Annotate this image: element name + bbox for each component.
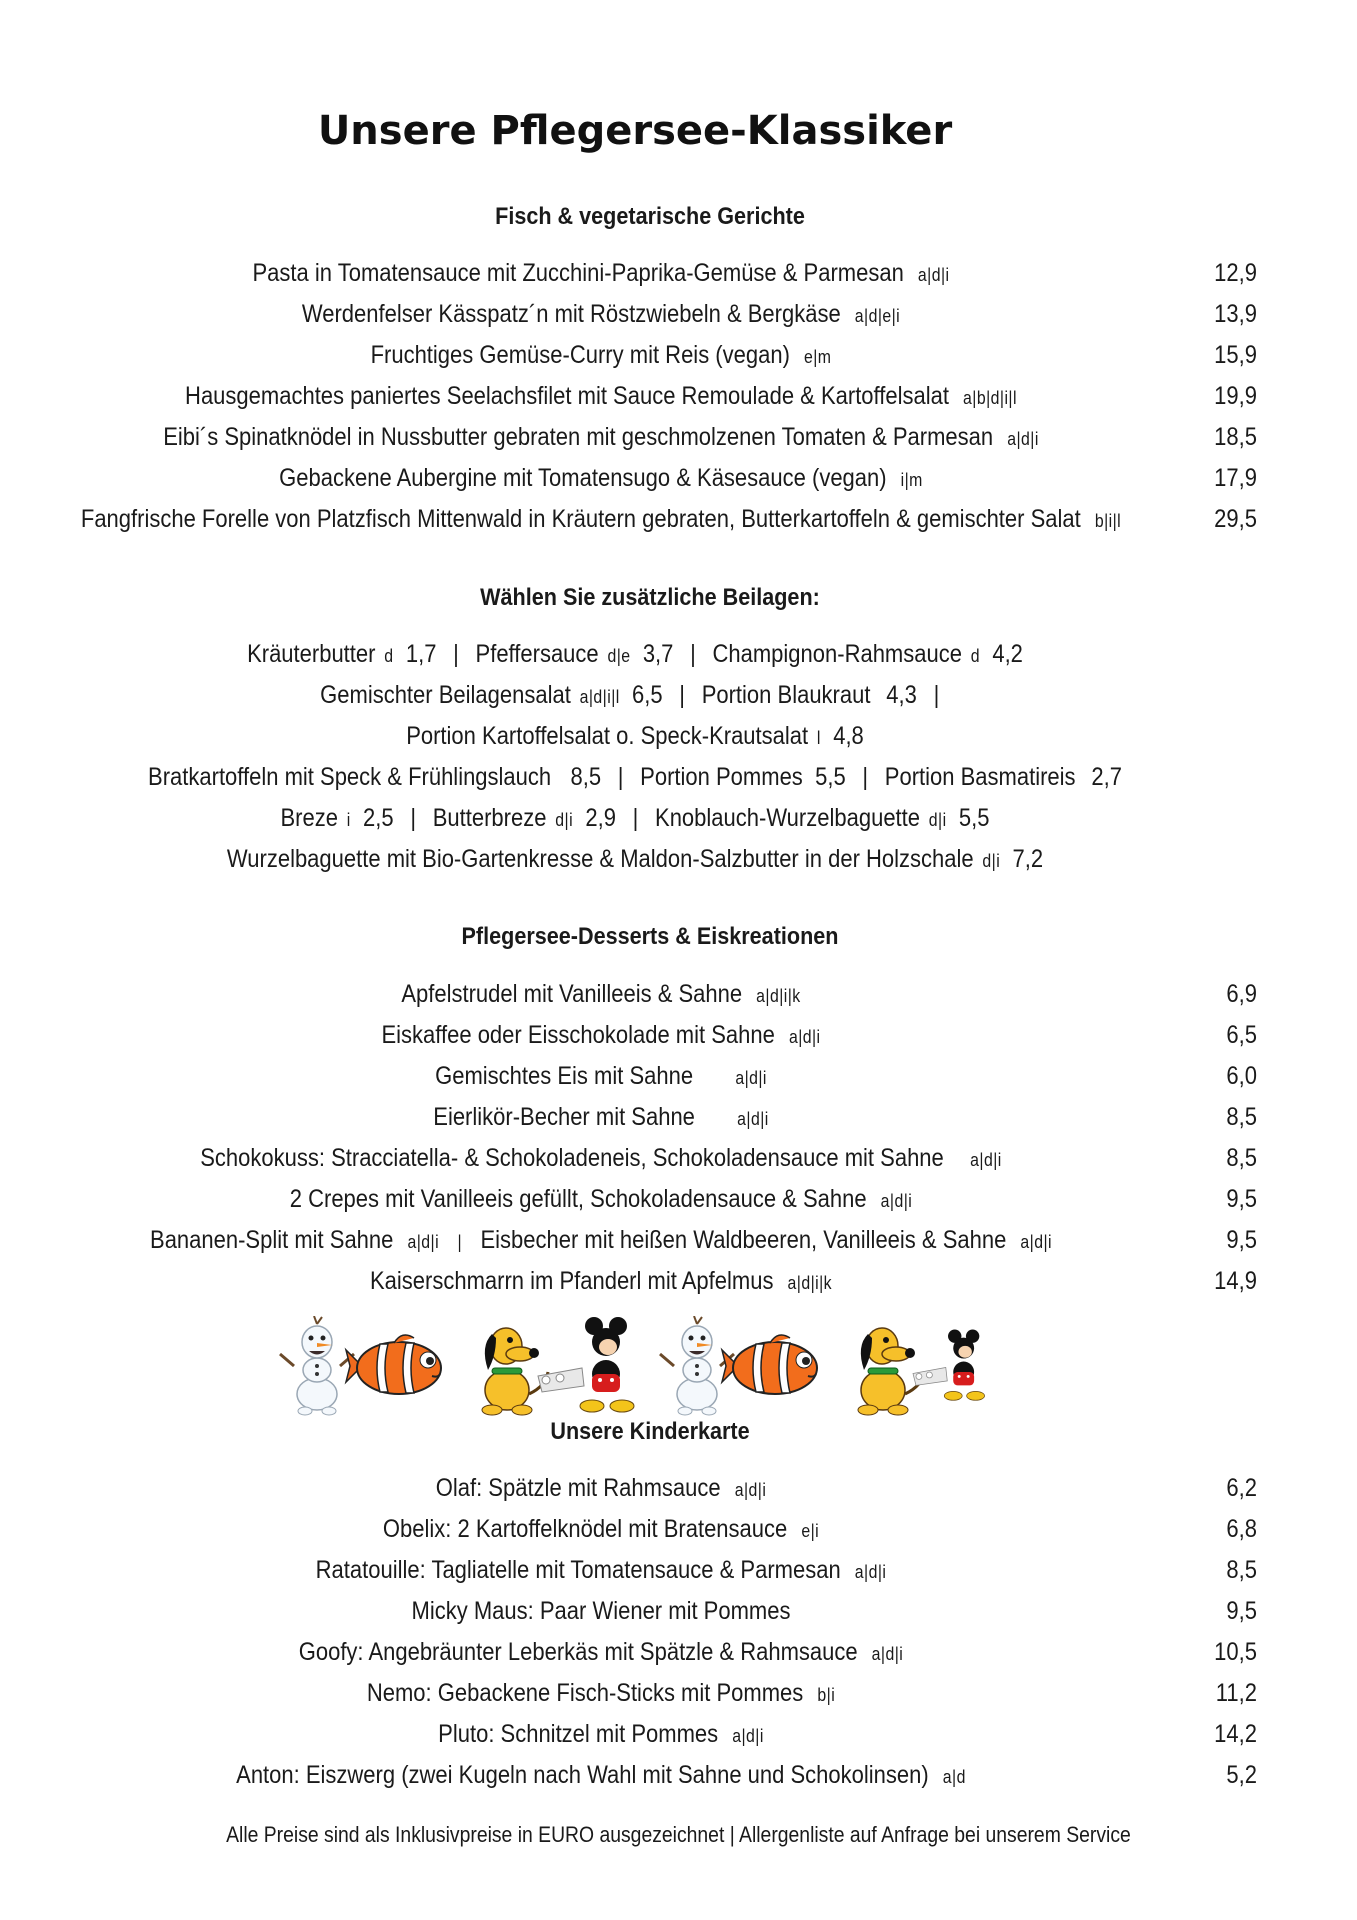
allergen-codes: a|b|d|i|l bbox=[963, 388, 1017, 408]
mickey-icon bbox=[910, 1316, 992, 1416]
allergen-codes: a|d|i bbox=[871, 1644, 904, 1664]
item-price: 8,5 bbox=[1226, 1556, 1257, 1584]
item-price: 15,9 bbox=[1214, 341, 1257, 369]
allergen-codes: a|d|i bbox=[1007, 429, 1039, 449]
item-name: Apfelstrudel mit Vanilleeis & Sahne bbox=[401, 980, 743, 1008]
menu-item bbox=[0, 1103, 1357, 1139]
allergen-codes: a|d|i bbox=[788, 1027, 821, 1047]
item-name: Werdenfelser Kässpatz´n mit Röstzwiebeln & Bergkäse bbox=[301, 300, 841, 328]
item-name: Ratatouille: Tagliatelle mit Tomatensauce & Parmesan bbox=[315, 1556, 841, 1584]
item-price: 17,9 bbox=[1214, 464, 1257, 492]
side-price: 5,5 bbox=[958, 804, 990, 832]
item-price: 13,9 bbox=[1214, 300, 1257, 328]
section-heading-desserts: Pflegersee-Desserts & Eiskreationen bbox=[461, 923, 839, 950]
menu-item bbox=[0, 1597, 1357, 1633]
item-price: 14,9 bbox=[1214, 1267, 1257, 1295]
side-name: Knoblauch-Wurzelbaguette bbox=[655, 804, 921, 832]
sides-line bbox=[76, 845, 1194, 874]
side-price: 2,7 bbox=[1091, 763, 1122, 791]
allergen-codes: a|d|i bbox=[734, 1480, 767, 1500]
character-illustrations bbox=[272, 1316, 992, 1416]
item-price: 6,5 bbox=[1226, 1021, 1257, 1049]
separator: | bbox=[453, 640, 459, 668]
sides-line bbox=[76, 640, 1194, 669]
menu-item bbox=[0, 1062, 1357, 1098]
allergen-codes: a|d|i bbox=[970, 1150, 1002, 1170]
item-name: Olaf: Spätzle mit Rahmsauce bbox=[435, 1474, 721, 1502]
menu-item bbox=[0, 382, 1357, 418]
item-name: 2 Crepes mit Vanilleeis gefüllt, Schokoladensauce & Sahne bbox=[289, 1185, 867, 1213]
separator: | bbox=[933, 681, 940, 709]
separator: | bbox=[690, 640, 696, 668]
menu-item bbox=[0, 1185, 1357, 1221]
side-price: 5,5 bbox=[815, 763, 846, 791]
item-price: 9,5 bbox=[1226, 1226, 1257, 1254]
separator: | bbox=[410, 804, 417, 832]
item-name: Gebackene Aubergine mit Tomatensugo & Käsesauce (vegan) bbox=[279, 464, 887, 492]
side-name: Champignon-Rahmsauce bbox=[712, 640, 962, 668]
item-price: 10,5 bbox=[1214, 1638, 1257, 1666]
item-name: Nemo: Gebackene Fisch-Sticks mit Pommes bbox=[366, 1679, 804, 1707]
separator: | bbox=[617, 763, 624, 791]
section-heading-fisch: Fisch & vegetarische Gerichte bbox=[495, 203, 805, 230]
side-price: 3,7 bbox=[642, 640, 674, 668]
allergen-codes: d|i bbox=[928, 810, 947, 830]
allergen-codes: e|i bbox=[801, 1521, 820, 1541]
section-heading-beilagen: Wählen Sie zusätzliche Beilagen: bbox=[480, 584, 820, 611]
footer-note: Alle Preise sind als Inklusivpreise in EURO ausgezeichnet | Allergenliste auf Anfrage bei unserem Service bbox=[226, 1822, 1131, 1847]
item-price: 14,2 bbox=[1214, 1720, 1257, 1748]
item-name: Fruchtiges Gemüse-Curry mit Reis (vegan) bbox=[370, 341, 790, 369]
item-name: Pluto: Schnitzel mit Pommes bbox=[438, 1720, 719, 1748]
side-name: Pfeffersauce bbox=[475, 640, 599, 668]
allergen-codes: d|e bbox=[607, 646, 631, 666]
menu-item bbox=[0, 1144, 1357, 1180]
sides-line bbox=[76, 681, 1194, 710]
menu-item bbox=[0, 341, 1357, 377]
separator: | bbox=[632, 804, 639, 832]
allergen-codes: b|i|l bbox=[1094, 511, 1122, 531]
item-name: Pasta in Tomatensauce mit Zucchini-Paprika-Gemüse & Parmesan bbox=[252, 259, 904, 287]
allergen-codes: a|d|i bbox=[1020, 1232, 1052, 1252]
item-price: 5,2 bbox=[1226, 1761, 1257, 1789]
item-price: 11,2 bbox=[1215, 1679, 1257, 1707]
item-name: Micky Maus: Paar Wiener mit Pommes bbox=[411, 1597, 791, 1625]
side-name: Portion Pommes bbox=[640, 763, 803, 791]
allergen-codes: d bbox=[384, 646, 394, 666]
menu-item bbox=[0, 505, 1357, 541]
allergen-codes: a|d|i|k bbox=[787, 1273, 833, 1293]
side-price: 2,9 bbox=[585, 804, 616, 832]
menu-item bbox=[0, 1638, 1357, 1674]
side-name: Portion Basmatireis bbox=[884, 763, 1076, 791]
menu-item bbox=[0, 464, 1357, 500]
allergen-codes: e|m bbox=[803, 347, 832, 367]
side-price: 4,3 bbox=[886, 681, 917, 709]
item-price: 6,2 bbox=[1226, 1474, 1257, 1502]
allergen-codes: a|d|i bbox=[407, 1232, 440, 1252]
side-name: Gemischter Beilagensalat bbox=[320, 681, 571, 709]
page-title: Unsere Pflegersee-Klassiker bbox=[317, 108, 953, 154]
item-price: 6,0 bbox=[1226, 1062, 1257, 1090]
allergen-codes: l bbox=[816, 728, 821, 748]
allergen-codes: a|d|i bbox=[880, 1191, 913, 1211]
allergen-codes: a|d|i bbox=[854, 1562, 887, 1582]
menu-item bbox=[0, 1720, 1357, 1756]
item-price: 6,9 bbox=[1226, 980, 1257, 1008]
item-price: 19,9 bbox=[1214, 382, 1257, 410]
side-name: Portion Kartoffelsalat o. Speck-Krautsalat bbox=[406, 722, 809, 750]
item-name: Anton: Eiszwerg (zwei Kugeln nach Wahl mit Sahne und Schokolinsen) bbox=[236, 1761, 929, 1789]
item-price: 6,8 bbox=[1226, 1515, 1257, 1543]
menu-item bbox=[0, 1021, 1357, 1057]
sides-line bbox=[76, 763, 1194, 792]
allergen-codes: d|i bbox=[982, 851, 1001, 871]
menu-item bbox=[0, 300, 1357, 336]
sides-line bbox=[76, 804, 1194, 833]
allergen-codes: a|d|i bbox=[917, 265, 950, 285]
side-price: 7,2 bbox=[1012, 845, 1044, 873]
allergen-codes: i|m bbox=[900, 470, 923, 490]
item-price: 29,5 bbox=[1214, 505, 1257, 533]
menu-item bbox=[0, 1267, 1357, 1303]
allergen-codes: d bbox=[970, 646, 981, 666]
item-name: Gemischtes Eis mit Sahne bbox=[435, 1062, 694, 1090]
allergen-codes: i bbox=[346, 810, 351, 830]
item-name: Goofy: Angebräunter Leberkäs mit Spätzle & Rahmsauce bbox=[298, 1638, 858, 1666]
menu-item bbox=[0, 1226, 1357, 1262]
item-price: 8,5 bbox=[1226, 1103, 1257, 1131]
item-name: Eiskaffee oder Eisschokolade mit Sahne bbox=[381, 1021, 775, 1049]
allergen-codes: d|i bbox=[555, 810, 574, 830]
nemo-icon bbox=[720, 1316, 830, 1416]
item-name: Eibi´s Spinatknödel in Nussbutter gebraten mit geschmolzenen Tomaten & Parmesan bbox=[163, 423, 994, 451]
side-price: 1,7 bbox=[405, 640, 437, 668]
side-price: 8,5 bbox=[570, 763, 602, 791]
menu-item bbox=[0, 423, 1357, 459]
item-name: Eisbecher mit heißen Waldbeeren, Vanilleeis & Sahne bbox=[480, 1226, 1007, 1254]
allergen-codes: a|d|e|i bbox=[854, 306, 901, 326]
item-name: Schokokuss: Stracciatella- & Schokoladeneis, Schokoladensauce mit Sahne bbox=[200, 1144, 944, 1172]
allergen-codes: a|d bbox=[942, 1767, 966, 1787]
item-price: 18,5 bbox=[1214, 423, 1257, 451]
menu-item bbox=[0, 1556, 1357, 1592]
nemo-icon bbox=[344, 1316, 454, 1416]
section-heading-kinder: Unsere Kinderkarte bbox=[550, 1418, 750, 1445]
item-name: Obelix: 2 Kartoffelknödel mit Bratensauce bbox=[382, 1515, 788, 1543]
allergen-codes: a|d|i bbox=[737, 1109, 769, 1129]
side-name: Wurzelbaguette mit Bio-Gartenkresse & Maldon-Salzbutter in der Holzschale bbox=[226, 845, 974, 873]
allergen-codes: a|d|i bbox=[735, 1068, 767, 1088]
side-name: Portion Blaukraut bbox=[701, 681, 871, 709]
item-name: Hausgemachtes paniertes Seelachsfilet mit Sauce Remoulade & Kartoffelsalat bbox=[185, 382, 949, 410]
separator: | bbox=[862, 763, 869, 791]
item-price: 9,5 bbox=[1226, 1597, 1257, 1625]
side-name: Bratkartoffeln mit Speck & Frühlingslauch bbox=[148, 763, 552, 791]
menu-item bbox=[0, 1761, 1357, 1797]
allergen-codes: a|d|i bbox=[732, 1726, 764, 1746]
item-price: 8,5 bbox=[1226, 1144, 1257, 1172]
allergen-codes: a|d|i|l bbox=[579, 687, 620, 707]
item-price: 9,5 bbox=[1226, 1185, 1257, 1213]
side-name: Kräuterbutter bbox=[247, 640, 376, 668]
menu-item bbox=[0, 259, 1357, 295]
separator: | bbox=[457, 1232, 463, 1252]
menu-item bbox=[0, 980, 1357, 1016]
item-name: Fangfrische Forelle von Platzfisch Mittenwald in Kräutern gebraten, Butterkartoffeln & gemischter Salat bbox=[80, 505, 1081, 533]
mickey-icon bbox=[534, 1316, 644, 1416]
allergen-codes: a|d|i|k bbox=[756, 986, 801, 1006]
sides-line bbox=[76, 722, 1194, 751]
item-name: Bananen-Split mit Sahne bbox=[150, 1226, 394, 1254]
allergen-codes: b|i bbox=[817, 1685, 836, 1705]
item-name: Eierlikör-Becher mit Sahne bbox=[433, 1103, 695, 1131]
item-name: Kaiserschmarrn im Pfanderl mit Apfelmus bbox=[369, 1267, 774, 1295]
side-price: 6,5 bbox=[632, 681, 663, 709]
separator: | bbox=[679, 681, 686, 709]
side-price: 2,5 bbox=[363, 804, 394, 832]
side-price: 4,8 bbox=[833, 722, 864, 750]
menu-item bbox=[0, 1474, 1357, 1510]
side-price: 4,2 bbox=[992, 640, 1023, 668]
side-name: Breze bbox=[280, 804, 338, 832]
menu-item bbox=[0, 1515, 1357, 1551]
side-name: Butterbreze bbox=[432, 804, 547, 832]
menu-item bbox=[0, 1679, 1357, 1715]
item-price: 12,9 bbox=[1214, 259, 1257, 287]
